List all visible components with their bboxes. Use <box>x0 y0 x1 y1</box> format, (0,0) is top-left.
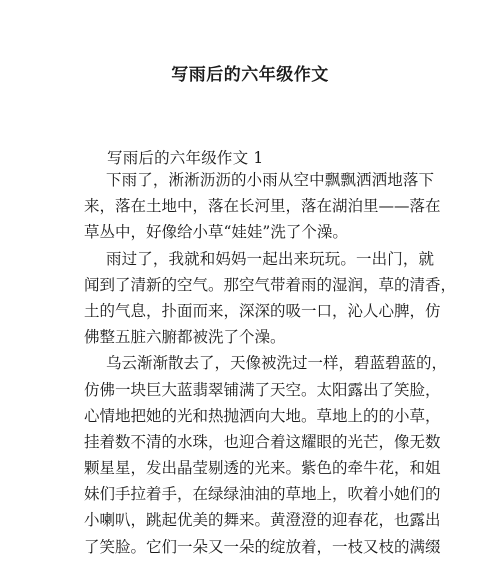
text-line: 妹们手拉着手，在绿绿油油的草地上，吹着小她们的 <box>84 485 441 504</box>
paragraph-2 <box>84 246 457 351</box>
text-line: 草丛中，好像给小草“娃娃”洗了个澡。 <box>84 223 348 242</box>
text-line: 心情地把她的光和热抛洒向大地。草地上的的小草， <box>84 406 441 425</box>
text-line: 佛整五脏六腑都被洗了个澡。 <box>84 328 286 347</box>
text-line: 来，落在土地中，落在长河里，落在湖泊里——落在 <box>84 197 441 216</box>
paragraph-3 <box>84 350 448 560</box>
text-line: 小喇叭，跳起优美的舞来。黄澄澄的迎春花，也露出 <box>84 511 441 530</box>
essay-body <box>84 167 457 560</box>
text-line: 仿佛一块巨大蓝翡翠铺满了天空。太阳露出了笑脸， <box>84 380 441 399</box>
text-line: 挂着数不清的水珠，也迎合着这耀眼的光芒，像无数 <box>84 432 441 451</box>
text-line: 土的气息，扑面而来，深深的吸一口，沁人心脾，仿 <box>84 301 441 320</box>
page-title: 写雨后的六年级作文 <box>171 65 329 85</box>
text-line: 雨过了，我就和妈妈一起出来玩玩。一出门，就 <box>106 249 434 268</box>
text-line: 下雨了，淅淅沥沥的小雨从空中飘飘洒洒地落下 <box>106 171 434 189</box>
paragraph-1 <box>84 167 441 246</box>
essay-subtitle: 写雨后的六年级作文 1 <box>107 149 264 167</box>
text-line: 乌云渐渐散去了，天像被洗过一样，碧蓝碧蓝的， <box>106 354 448 373</box>
text-line: 颗星星，发出晶莹剔透的光来。紫色的牵牛花，和姐 <box>84 459 441 478</box>
text-line: 闻到了清新的空气。那空气带着雨的湿润，草的清香， <box>84 275 457 294</box>
text-line: 了笑脸。它们一朵又一朵的绽放着，一枝又枝的满缀 <box>84 537 441 556</box>
